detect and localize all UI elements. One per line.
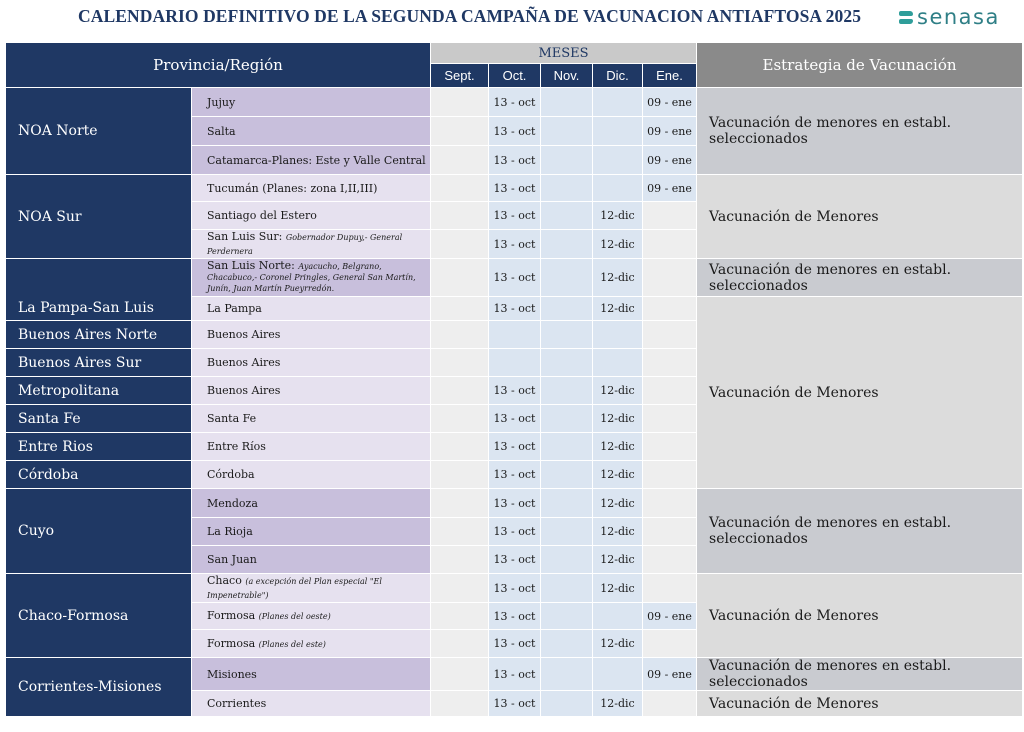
strategy-cell: Vacunación de Menores <box>697 175 1023 259</box>
sept-cell <box>431 489 489 518</box>
region-name: Entre Rios <box>6 433 192 461</box>
sept-cell <box>431 297 489 321</box>
strategy-cell: Vacunación de Menores <box>697 297 1023 489</box>
dic-cell: 12-dic <box>593 405 643 433</box>
sept-cell <box>431 88 489 117</box>
nov-cell <box>541 321 593 349</box>
sept-cell <box>431 691 489 717</box>
ene-cell <box>643 489 697 518</box>
region-name: Metropolitana <box>6 377 192 405</box>
dic-cell: 12-dic <box>593 518 643 546</box>
region-name: Chaco-Formosa <box>6 574 192 658</box>
dic-cell: 12-dic <box>593 489 643 518</box>
oct-cell: 13 - oct <box>489 88 541 117</box>
senasa-logo <box>899 5 1000 29</box>
table-row <box>6 259 1023 297</box>
subregion-name: Entre Ríos <box>192 433 431 461</box>
subregion-name: Santiago del Estero <box>192 202 431 230</box>
header-month: Dic. <box>593 64 643 88</box>
ene-cell: 09 - ene <box>643 146 697 175</box>
oct-cell: 13 - oct <box>489 259 541 297</box>
table-row <box>6 489 1023 518</box>
sept-cell <box>431 405 489 433</box>
strategy-cell: Vacunación de Menores <box>697 574 1023 658</box>
sept-cell <box>431 603 489 630</box>
subregion-name: Mendoza <box>192 489 431 518</box>
oct-cell: 13 - oct <box>489 691 541 717</box>
region-name: Córdoba <box>6 461 192 489</box>
subregion-name: San Juan <box>192 546 431 574</box>
dic-cell: 12-dic <box>593 574 643 603</box>
nov-cell <box>541 297 593 321</box>
sept-cell <box>431 658 489 691</box>
nov-cell <box>541 88 593 117</box>
region-name: NOA Norte <box>6 88 192 175</box>
nov-cell <box>541 630 593 658</box>
ene-cell: 09 - ene <box>643 603 697 630</box>
subregion-name: San Luis Sur: Gobernador Dupuy,- General Perdernera <box>192 230 431 259</box>
region-name: Corrientes-Misiones <box>6 658 192 717</box>
strategy-cell: Vacunación de menores en establ. seleccionados <box>697 259 1023 297</box>
oct-cell: 13 - oct <box>489 603 541 630</box>
dic-cell: 12-dic <box>593 230 643 259</box>
header-month: Sept. <box>431 64 489 88</box>
nov-cell <box>541 377 593 405</box>
subregion-name: Misiones <box>192 658 431 691</box>
oct-cell: 13 - oct <box>489 377 541 405</box>
sept-cell <box>431 259 489 297</box>
ene-cell <box>643 691 697 717</box>
strategy-cell: Vacunación de Menores <box>697 691 1023 717</box>
sept-cell <box>431 433 489 461</box>
dic-cell <box>593 175 643 202</box>
nov-cell <box>541 461 593 489</box>
strategy-cell: Vacunación de menores en establ. seleccionados <box>697 88 1023 175</box>
subregion-name: Jujuy <box>192 88 431 117</box>
oct-cell: 13 - oct <box>489 433 541 461</box>
oct-cell: 13 - oct <box>489 297 541 321</box>
oct-cell: 13 - oct <box>489 658 541 691</box>
oct-cell: 13 - oct <box>489 461 541 489</box>
nov-cell <box>541 691 593 717</box>
ene-cell: 09 - ene <box>643 658 697 691</box>
dic-cell: 12-dic <box>593 377 643 405</box>
dic-cell <box>593 658 643 691</box>
table-row <box>6 88 1023 117</box>
strategy-cell: Vacunación de menores en establ. seleccionados <box>697 489 1023 574</box>
dic-cell <box>593 603 643 630</box>
ene-cell <box>643 546 697 574</box>
ene-cell <box>643 349 697 377</box>
nov-cell <box>541 175 593 202</box>
header-meses: MESES <box>431 43 697 64</box>
nov-cell <box>541 574 593 603</box>
ene-cell: 09 - ene <box>643 175 697 202</box>
region-name: NOA Sur <box>6 175 192 259</box>
subregion-name: Buenos Aires <box>192 377 431 405</box>
subregion-name: Córdoba <box>192 461 431 489</box>
nov-cell <box>541 349 593 377</box>
header-month: Nov. <box>541 64 593 88</box>
subregion-name: La Rioja <box>192 518 431 546</box>
nov-cell <box>541 405 593 433</box>
nov-cell <box>541 202 593 230</box>
region-name: Santa Fe <box>6 405 192 433</box>
subregion-name: Catamarca-Planes: Este y Valle Central <box>192 146 431 175</box>
dic-cell: 12-dic <box>593 461 643 489</box>
subregion-name: San Luis Norte: Ayacucho, Belgrano, Chacabuco,- Coronel Pringles, General San Martín, Junín, Juan Martín Pueyrredón. <box>192 259 431 297</box>
ene-cell: 09 - ene <box>643 88 697 117</box>
subregion-name: Salta <box>192 117 431 146</box>
oct-cell: 13 - oct <box>489 175 541 202</box>
table-row <box>6 574 1023 603</box>
dic-cell: 12-dic <box>593 546 643 574</box>
subregion-name: Buenos Aires <box>192 349 431 377</box>
ene-cell <box>643 230 697 259</box>
sept-cell <box>431 321 489 349</box>
sept-cell <box>431 202 489 230</box>
ene-cell <box>643 321 697 349</box>
subregion-name: Formosa (Planes del oeste) <box>192 603 431 630</box>
ene-cell <box>643 518 697 546</box>
ene-cell <box>643 377 697 405</box>
ene-cell <box>643 433 697 461</box>
ene-cell <box>643 202 697 230</box>
oct-cell: 13 - oct <box>489 202 541 230</box>
region-name: Buenos Aires Norte <box>6 321 192 349</box>
strategy-cell: Vacunación de menores en establ. seleccionados <box>697 658 1023 691</box>
page-header <box>0 0 1024 38</box>
dic-cell <box>593 146 643 175</box>
nov-cell <box>541 546 593 574</box>
sept-cell <box>431 461 489 489</box>
nov-cell <box>541 230 593 259</box>
nov-cell <box>541 259 593 297</box>
dic-cell: 12-dic <box>593 630 643 658</box>
header-provincia: Provincia/Región <box>6 43 431 88</box>
dic-cell <box>593 321 643 349</box>
table-row <box>6 175 1023 202</box>
nov-cell <box>541 603 593 630</box>
nov-cell <box>541 117 593 146</box>
nov-cell <box>541 146 593 175</box>
subregion-name: Santa Fe <box>192 405 431 433</box>
subregion-name: Formosa (Planes del este) <box>192 630 431 658</box>
ene-cell <box>643 259 697 297</box>
oct-cell: 13 - oct <box>489 405 541 433</box>
header-month: Ene. <box>643 64 697 88</box>
sept-cell <box>431 518 489 546</box>
oct-cell <box>489 349 541 377</box>
dic-cell: 12-dic <box>593 297 643 321</box>
oct-cell: 13 - oct <box>489 574 541 603</box>
subregion-name: Buenos Aires <box>192 321 431 349</box>
sept-cell <box>431 117 489 146</box>
sept-cell <box>431 574 489 603</box>
ene-cell <box>643 630 697 658</box>
header-month: Oct. <box>489 64 541 88</box>
region-name: Buenos Aires Sur <box>6 349 192 377</box>
ene-cell <box>643 574 697 603</box>
oct-cell: 13 - oct <box>489 489 541 518</box>
ene-cell <box>643 297 697 321</box>
table-row <box>6 658 1023 691</box>
subregion-name: Chaco (a excepción del Plan especial "El Impenetrable") <box>192 574 431 603</box>
sept-cell <box>431 377 489 405</box>
page-title: CALENDARIO DEFINITIVO DE LA SEGUNDA CAMPAÑA DE VACUNACION ANTIAFTOSA 2025 <box>78 6 862 26</box>
dic-cell <box>593 117 643 146</box>
oct-cell: 13 - oct <box>489 230 541 259</box>
ene-cell: 09 - ene <box>643 117 697 146</box>
dic-cell <box>593 88 643 117</box>
oct-cell: 13 - oct <box>489 146 541 175</box>
sept-cell <box>431 175 489 202</box>
vaccination-calendar-table <box>5 42 1023 717</box>
nov-cell <box>541 433 593 461</box>
oct-cell <box>489 321 541 349</box>
dic-cell: 12-dic <box>593 202 643 230</box>
sept-cell <box>431 630 489 658</box>
oct-cell: 13 - oct <box>489 117 541 146</box>
sept-cell <box>431 146 489 175</box>
sept-cell <box>431 349 489 377</box>
oct-cell: 13 - oct <box>489 630 541 658</box>
region-name: La Pampa-San Luis <box>6 259 192 321</box>
dic-cell: 12-dic <box>593 433 643 461</box>
dic-cell: 12-dic <box>593 691 643 717</box>
ene-cell <box>643 405 697 433</box>
region-name: Cuyo <box>6 489 192 574</box>
nov-cell <box>541 658 593 691</box>
subregion-name: Corrientes <box>192 691 431 717</box>
header-estrategia: Estrategia de Vacunación <box>697 43 1023 88</box>
nov-cell <box>541 489 593 518</box>
subregion-name: Tucumán (Planes: zona I,II,III) <box>192 175 431 202</box>
dic-cell: 12-dic <box>593 259 643 297</box>
subregion-name: La Pampa <box>192 297 431 321</box>
sept-cell <box>431 546 489 574</box>
logo-text: senasa <box>917 5 1000 29</box>
sept-cell <box>431 230 489 259</box>
senasa-logo-icon <box>899 11 913 25</box>
nov-cell <box>541 518 593 546</box>
dic-cell <box>593 349 643 377</box>
ene-cell <box>643 461 697 489</box>
oct-cell: 13 - oct <box>489 518 541 546</box>
oct-cell: 13 - oct <box>489 546 541 574</box>
